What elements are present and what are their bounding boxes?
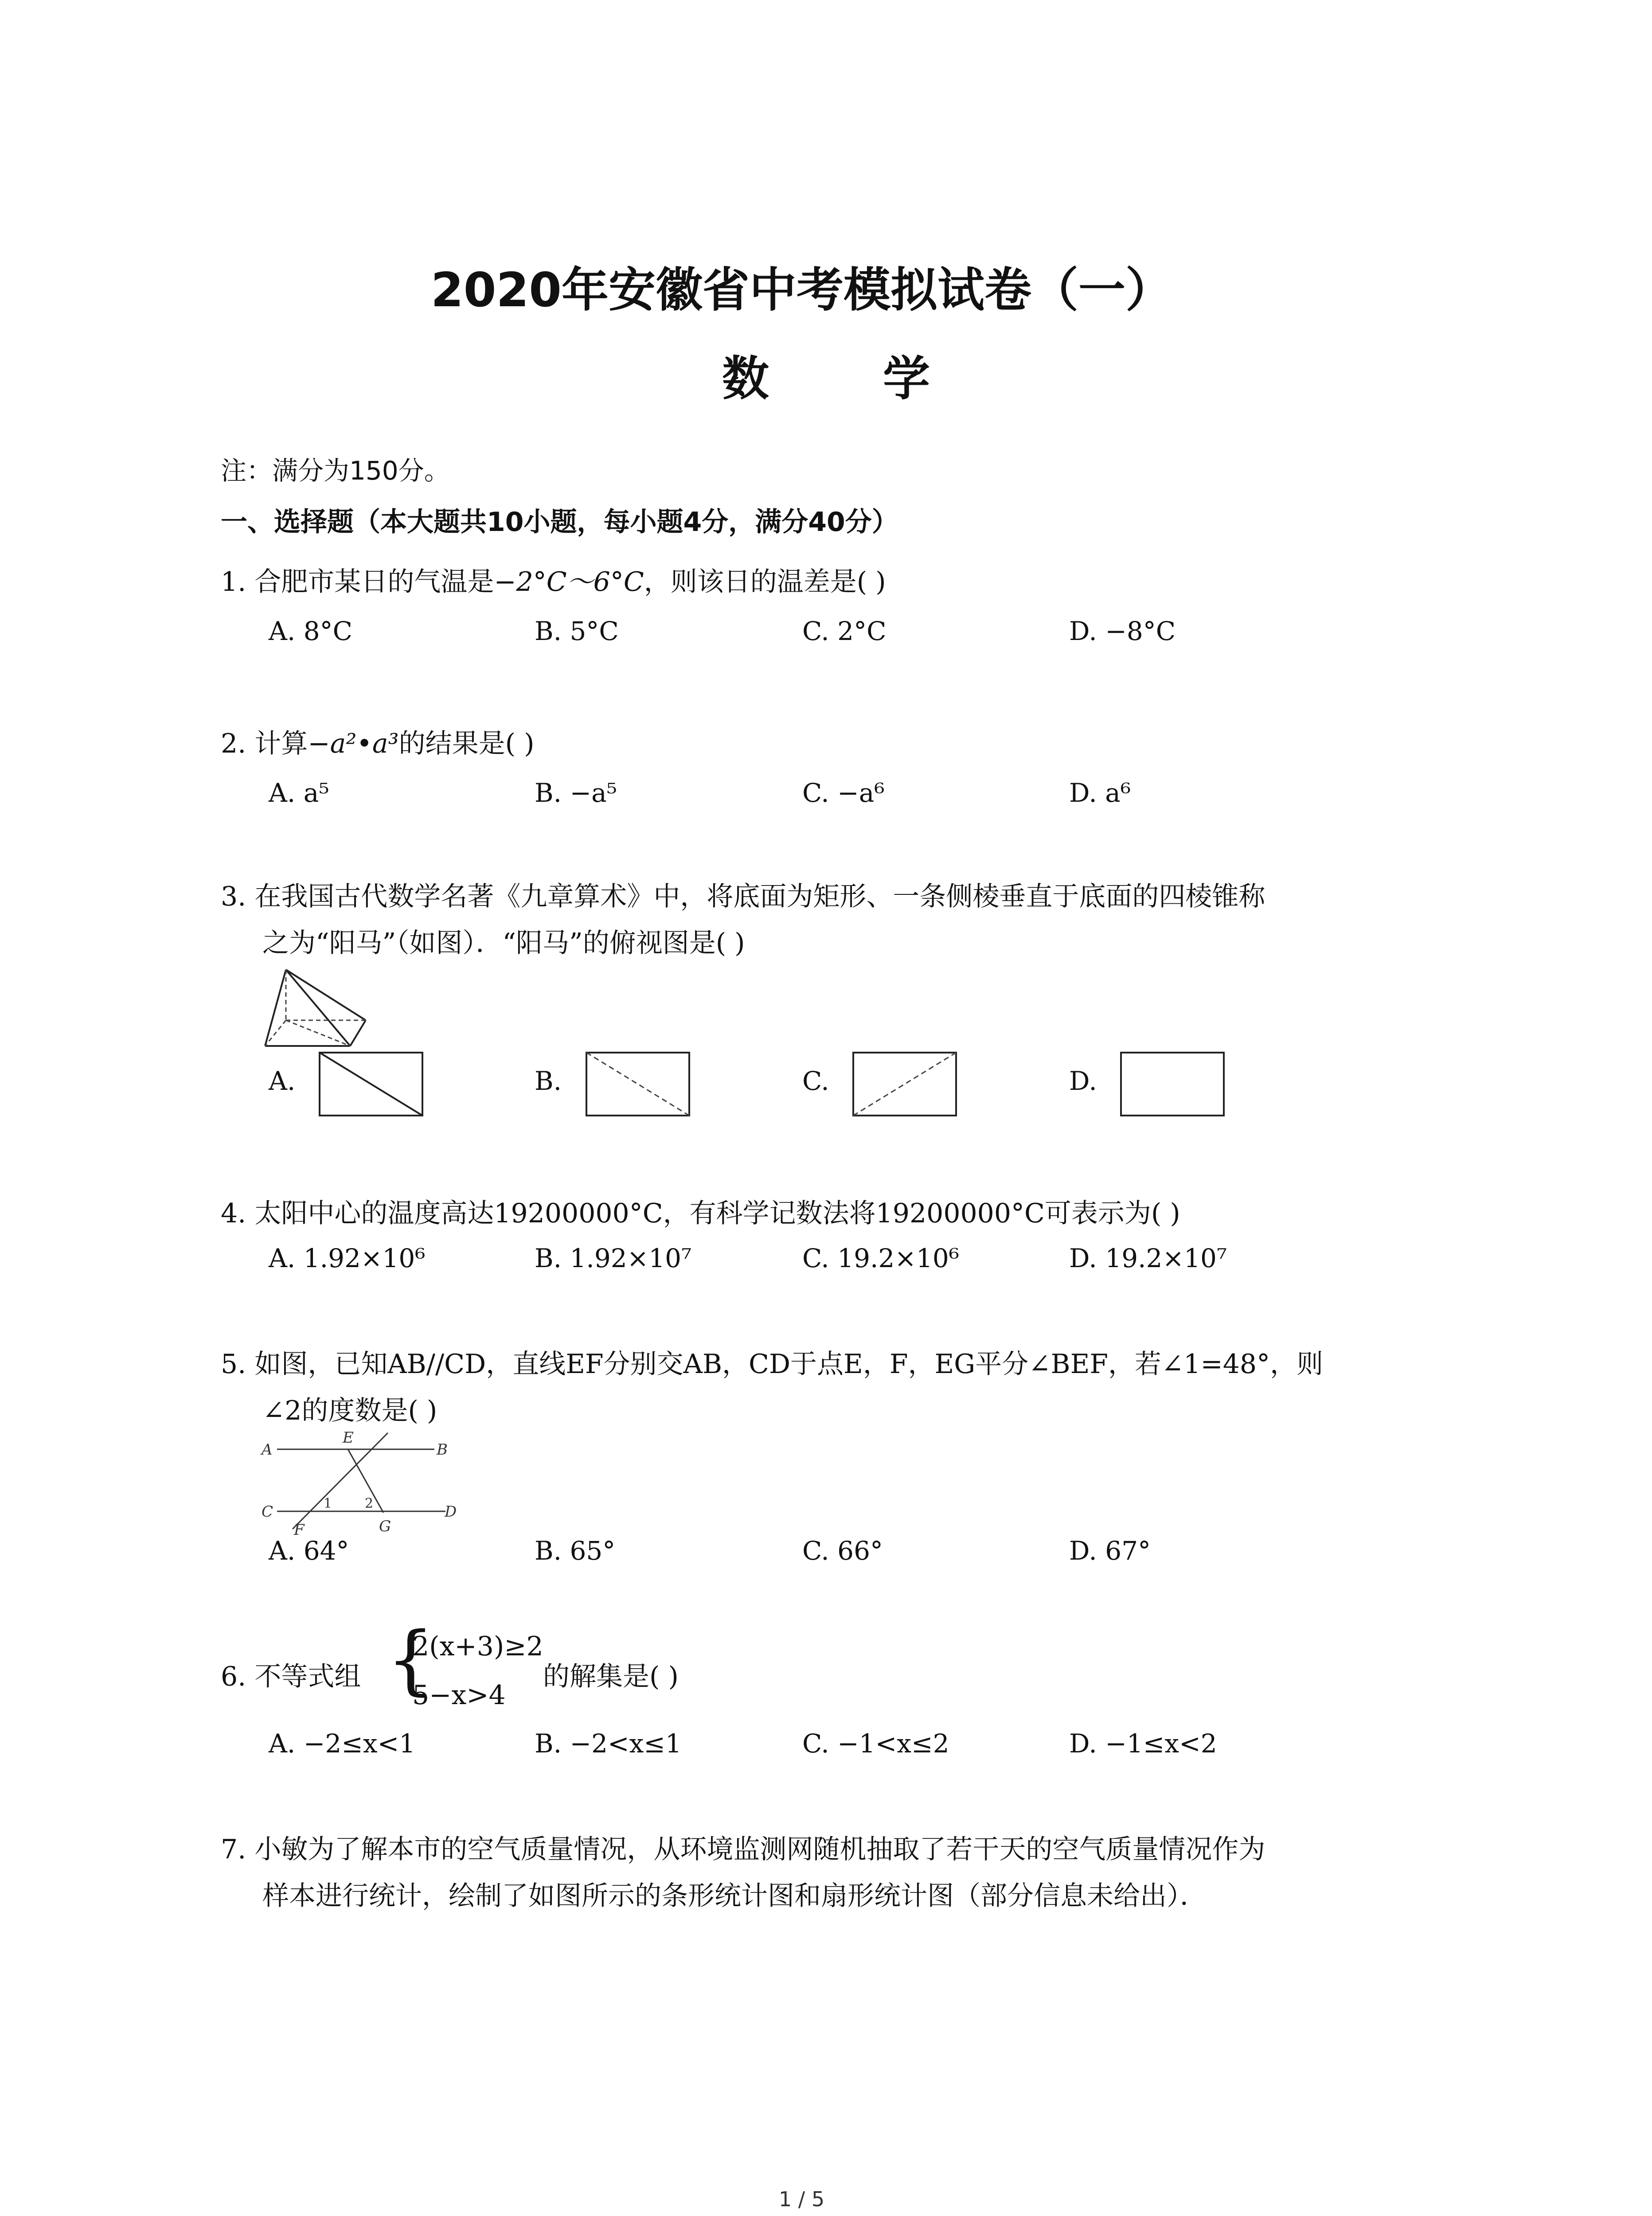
pyramid-figure xyxy=(262,966,377,1050)
question-text: 不等式组 xyxy=(254,1661,361,1692)
option-b[interactable]: B. 65° xyxy=(535,1536,616,1566)
option-a[interactable]: A. 1.92×10⁶ xyxy=(269,1243,426,1273)
label-c: C xyxy=(262,1503,273,1521)
label-d: D xyxy=(445,1503,457,1521)
question-number: 3. xyxy=(221,881,246,912)
label-g: G xyxy=(379,1518,391,1535)
question-formula: −2°C～6°C xyxy=(494,566,644,597)
question-formula: −a²•a³ xyxy=(308,728,399,759)
angle-1-label: 1 xyxy=(324,1496,332,1511)
question-text: 在我国古代数学名著《九章算术》中，将底面为矩形、一条侧棱垂直于底面的四棱锥称 xyxy=(254,881,1265,912)
option-d[interactable]: D. 67° xyxy=(1069,1536,1151,1566)
question-6 xyxy=(221,1655,361,1693)
question-5-line2: ∠2的度数是( ) xyxy=(262,1395,437,1426)
score-note: 注：满分为150分。 xyxy=(221,456,450,486)
question-text: 合肥市某日的气温是 xyxy=(254,566,494,597)
parallel-lines-figure xyxy=(259,1429,457,1539)
question-number: 1. xyxy=(221,566,246,597)
option-c-figure xyxy=(852,1051,958,1118)
option-b[interactable]: B. xyxy=(535,1066,562,1096)
question-3 xyxy=(221,875,1265,913)
question-1 xyxy=(221,561,886,599)
option-c[interactable]: C. −1<x≤2 xyxy=(802,1728,949,1759)
label-b: B xyxy=(437,1441,448,1459)
option-c[interactable]: C. 19.2×10⁶ xyxy=(802,1243,959,1273)
question-5 xyxy=(221,1343,1323,1381)
question-text: 小敏为了解本市的空气质量情况，从环境监测网随机抽取了若干天的空气质量情况作为 xyxy=(254,1834,1265,1865)
option-b[interactable]: B. 1.92×10⁷ xyxy=(535,1243,692,1273)
section-heading: 一、选择题（本大题共10小题，每小题4分，满分40分） xyxy=(221,507,898,538)
page-number: 1 / 5 xyxy=(778,2187,825,2211)
question-text-end: ，则该日的温差是( ) xyxy=(644,566,886,597)
question-text: 计算 xyxy=(254,728,308,759)
page-title: 2020年安徽省中考模拟试卷（一） xyxy=(430,263,1173,317)
question-3-line2: 之为“阳马”（如图）．“阳马”的俯视图是( ) xyxy=(262,928,745,959)
question-number: 7. xyxy=(221,1834,246,1865)
option-c[interactable]: C. 2°C xyxy=(802,616,887,646)
question-7 xyxy=(221,1828,1265,1866)
option-a[interactable]: A. xyxy=(269,1066,296,1096)
inequality-1: 2(x+3)≥2 xyxy=(412,1631,543,1662)
option-a[interactable]: A. 64° xyxy=(269,1536,349,1566)
option-c[interactable]: C. −a⁶ xyxy=(802,778,885,808)
subject-title: 数 学 xyxy=(722,351,979,406)
option-d[interactable]: D. −8°C xyxy=(1069,616,1176,646)
inequality-2: 5−x>4 xyxy=(412,1680,506,1711)
question-2 xyxy=(221,722,535,761)
question-text: 太阳中心的温度高达19200000°C，有科学记数法将19200000°C可表示为( ) xyxy=(254,1198,1180,1229)
option-d[interactable]: D. xyxy=(1069,1066,1097,1096)
question-text-end: 的结果是( ) xyxy=(398,728,535,759)
question-text-end: 的解集是( ) xyxy=(543,1661,679,1692)
question-4 xyxy=(221,1192,1180,1230)
question-number: 6. xyxy=(221,1661,246,1692)
question-7-line2: 样本进行统计，绘制了如图所示的条形统计图和扇形统计图（部分信息未给出）． xyxy=(262,1880,1207,1912)
option-c[interactable]: C. 66° xyxy=(802,1536,883,1566)
label-f: F xyxy=(294,1521,305,1539)
option-a[interactable]: A. −2≤x<1 xyxy=(269,1728,416,1759)
option-b[interactable]: B. −2<x≤1 xyxy=(535,1728,682,1759)
angle-2-label: 2 xyxy=(365,1496,374,1511)
label-e: E xyxy=(343,1429,354,1447)
option-d[interactable]: D. −1≤x<2 xyxy=(1069,1728,1217,1759)
option-d[interactable]: D. a⁶ xyxy=(1069,778,1131,808)
question-number: 2. xyxy=(221,728,246,759)
label-a: A xyxy=(262,1441,273,1459)
option-a-figure xyxy=(318,1051,425,1118)
option-b[interactable]: B. −a⁵ xyxy=(535,778,617,808)
option-c[interactable]: C. xyxy=(802,1066,829,1096)
system-brace: { xyxy=(387,1616,435,1704)
option-d[interactable]: D. 19.2×10⁷ xyxy=(1069,1243,1227,1273)
question-text: 如图，已知AB//CD，直线EF分别交AB，CD于点E，F，EG平分∠BEF，若∠1=48°，则 xyxy=(254,1349,1324,1380)
question-number: 5. xyxy=(221,1349,246,1380)
option-a[interactable]: A. a⁵ xyxy=(269,778,329,808)
option-a[interactable]: A. 8°C xyxy=(269,616,353,646)
option-b-figure xyxy=(585,1051,691,1118)
question-number: 4. xyxy=(221,1198,246,1229)
option-b[interactable]: B. 5°C xyxy=(535,616,619,646)
option-d-figure xyxy=(1120,1051,1226,1118)
